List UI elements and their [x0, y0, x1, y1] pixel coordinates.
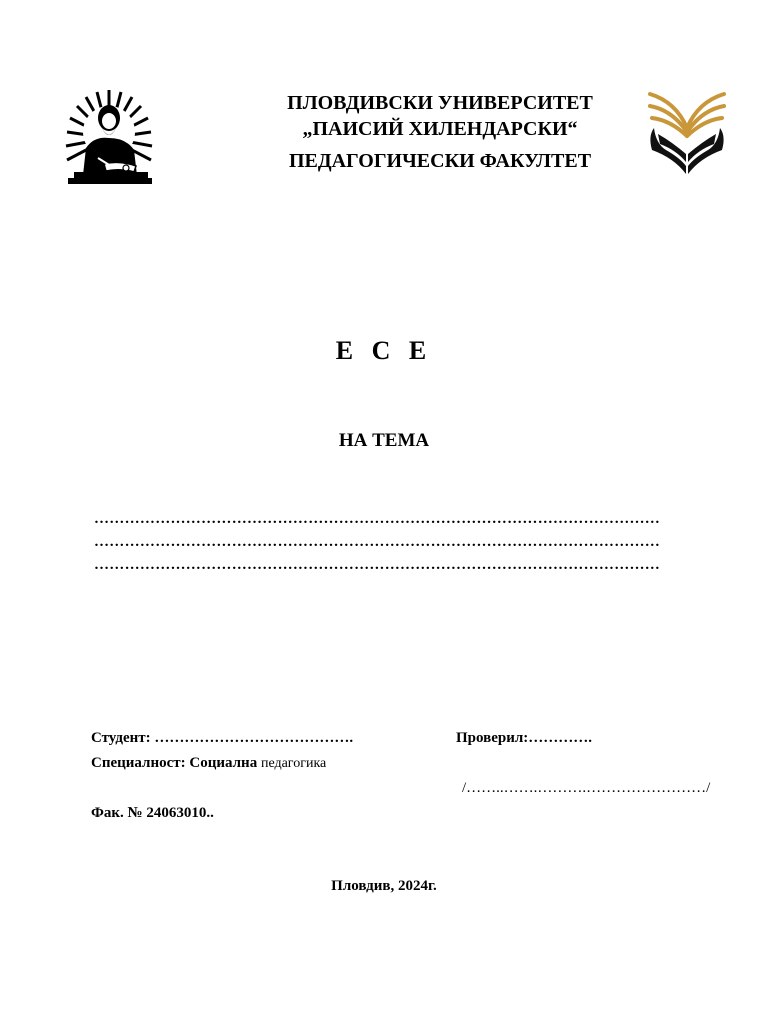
faculty-name: ПЕДАГОГИЧЕСКИ ФАКУЛТЕТ	[288, 150, 592, 172]
checker-row	[456, 730, 592, 747]
document-subtitle: НА ТЕМА	[338, 430, 430, 451]
place-and-year: Пловдив, 2024г.	[331, 878, 437, 894]
specialty-value: педагогика	[260, 756, 327, 771]
faculty-number-row	[91, 805, 214, 822]
student-label: Студент:	[91, 730, 151, 746]
specialty-value-bold: Социална	[189, 755, 258, 771]
topic-line-1: …………………………………………………………………………………………………	[94, 511, 661, 527]
student-row	[91, 730, 353, 747]
checker-signature: /……..…….……….……………………/	[462, 780, 711, 796]
specialty-row	[91, 755, 326, 772]
topic-line-3: …………………………………………………………………………………………………	[94, 557, 661, 573]
faculty-number-label: Фак. №	[91, 805, 143, 821]
checker-value: ………….	[528, 730, 593, 746]
document-title: Е С Е	[335, 336, 433, 365]
topic-line-2: …………………………………………………………………………………………………	[94, 534, 661, 550]
specialty-label: Специалност:	[91, 755, 186, 771]
student-value: ………………………………….	[154, 730, 354, 746]
checker-label: Проверил:	[456, 730, 529, 746]
book-hands-logo-icon	[646, 88, 728, 176]
university-name-line2: „ПАИСИЙ ХИЛЕНДАРСКИ“	[302, 118, 578, 140]
paisiy-portrait-seal-icon	[64, 88, 154, 186]
university-name-line1: ПЛОВДИВСКИ УНИВЕРСИТЕТ	[287, 92, 593, 114]
faculty-number-value: 24063010..	[146, 805, 214, 821]
